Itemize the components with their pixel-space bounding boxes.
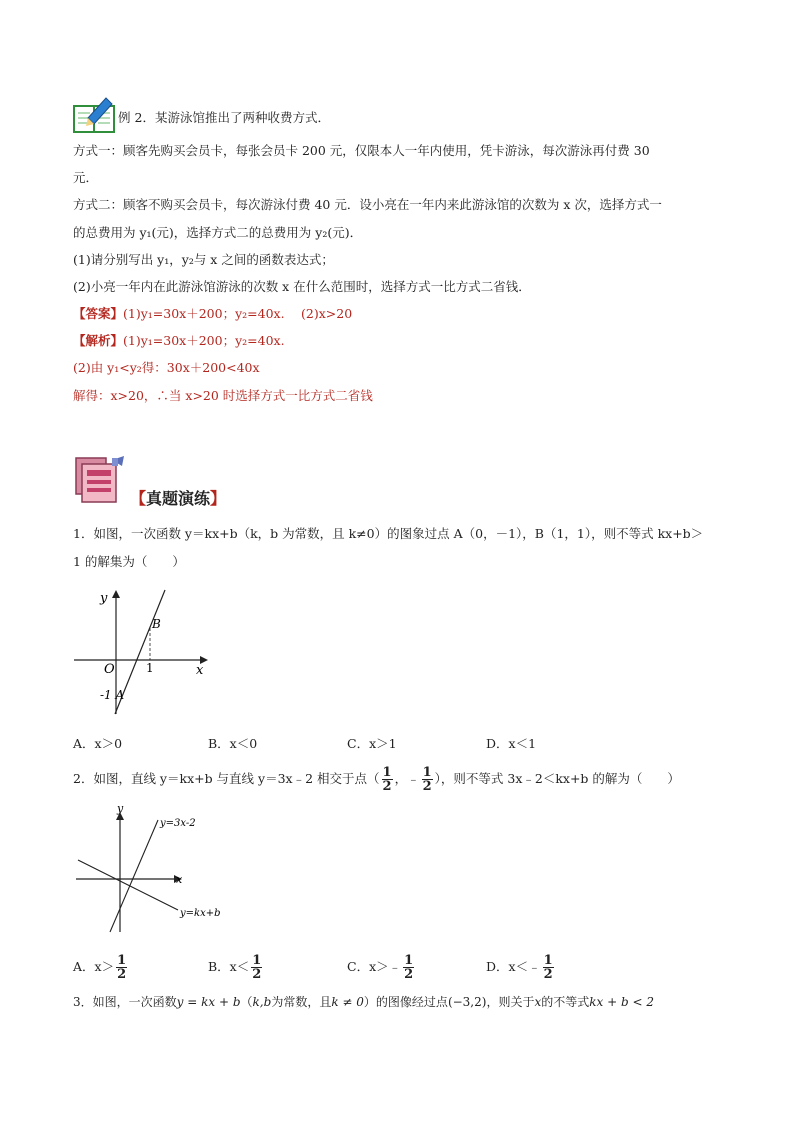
problem-2-option-b[interactable]: B．x＜ $\frac{1}{2}$: [208, 953, 262, 982]
section-heading: 【真题演练】: [130, 489, 227, 508]
line-3x-label: y=3x-2: [160, 818, 196, 829]
method2-continuation: 的总费用为 y₁(元)，选择方式二的总费用为 y₂(元)．: [73, 225, 363, 240]
y-axis-label: y: [100, 591, 108, 606]
problem-1-graph: [74, 586, 214, 718]
problem-1-option-a[interactable]: A．x＞0: [73, 736, 123, 751]
x-axis-label: x: [196, 663, 204, 678]
fraction-one-half: $\frac{1}{2}$: [543, 953, 553, 982]
analysis-step-2: (2)由 y₁<y₂得：30x＋200<40x: [73, 360, 260, 375]
problem-1-option-c[interactable]: C．x＞1: [347, 736, 397, 751]
documents-icon: [72, 454, 128, 506]
problem-2-graph: [74, 800, 234, 934]
fraction-one-half: $\frac{1}{2}$: [404, 953, 414, 982]
analysis-conclusion: 解得：x>20，∴当 x>20 时选择方式一比方式二省钱: [73, 388, 373, 403]
problem-3-line: 3．如图，一次函数y = kx + b（k,b为常数，且k ≠ 0）的图像经过点(−3,2)，则关于x的不等式kx + b < 2: [73, 995, 654, 1009]
problem-2-line: 2．如图，直线 y＝kx+b 与直线 y＝3x﹣2 相交于点（ $\frac{1}{2}$ ，﹣ $\frac{1}{2}$ ），则不等式 3x﹣2＜kx+b 的解为（ ）: [73, 765, 680, 794]
fraction-one-half: $\frac{1}{2}$: [252, 953, 262, 982]
fraction-one-half: $\frac{1}{2}$: [422, 765, 432, 794]
problem-2-option-c[interactable]: C．x＞﹣ $\frac{1}{2}$: [347, 953, 414, 982]
answer-line: 【答案】(1)y₁=30x＋200；y₂=40x. (2)x>20: [73, 306, 353, 321]
line-kx-label: y=kx+b: [180, 908, 221, 919]
method2-text: 方式二：顾客不购买会员卡，每次游泳付费 40 元．设小亮在一年内来此游泳馆的次数为 x 次，选择方式一: [73, 197, 662, 212]
x-axis-label: x: [176, 873, 183, 886]
fraction-one-half: $\frac{1}{2}$: [382, 765, 392, 794]
point-b-label: B: [152, 617, 161, 631]
example-title: 例 2．某游泳馆推出了两种收费方式．: [118, 110, 330, 125]
problem-1-option-d[interactable]: D．x＜1: [486, 736, 537, 751]
y-axis-label: y: [117, 802, 124, 815]
analysis-line: 【解析】(1)y₁=30x＋200；y₂=40x.: [73, 333, 285, 348]
fraction-one-half: $\frac{1}{2}$: [117, 953, 127, 982]
tick-one-label: 1: [146, 661, 154, 675]
book-pencil-icon: [72, 96, 118, 134]
problem-2-option-d[interactable]: D．x＜﹣ $\frac{1}{2}$: [486, 953, 553, 982]
method1-continuation: 元．: [73, 170, 99, 185]
problem-1-line-2: 1 的解集为（ ）: [73, 554, 185, 569]
origin-label: O: [104, 662, 115, 677]
question-1: (1)请分别写出 y₁，y₂与 x 之间的函数表达式；: [73, 252, 334, 267]
problem-2-option-a[interactable]: A．x＞ $\frac{1}{2}$: [73, 953, 127, 982]
point-a-label: -1 A: [100, 688, 125, 702]
question-2: (2)小亮一年内在此游泳馆游泳的次数 x 在什么范围时，选择方式一比方式二省钱．: [73, 279, 531, 294]
method1-text: 方式一：顾客先购买会员卡，每张会员卡 200 元，仅限本人一年内使用，凭卡游泳，每次游泳再付费 30: [73, 143, 650, 158]
problem-1-option-b[interactable]: B．x＜0: [208, 736, 258, 751]
problem-1-line-1: 1．如图，一次函数 y＝kx+b（k，b 为常数，且 k≠0）的图象过点 A（0，－1），B（1，1），则不等式 kx+b＞: [73, 526, 704, 541]
